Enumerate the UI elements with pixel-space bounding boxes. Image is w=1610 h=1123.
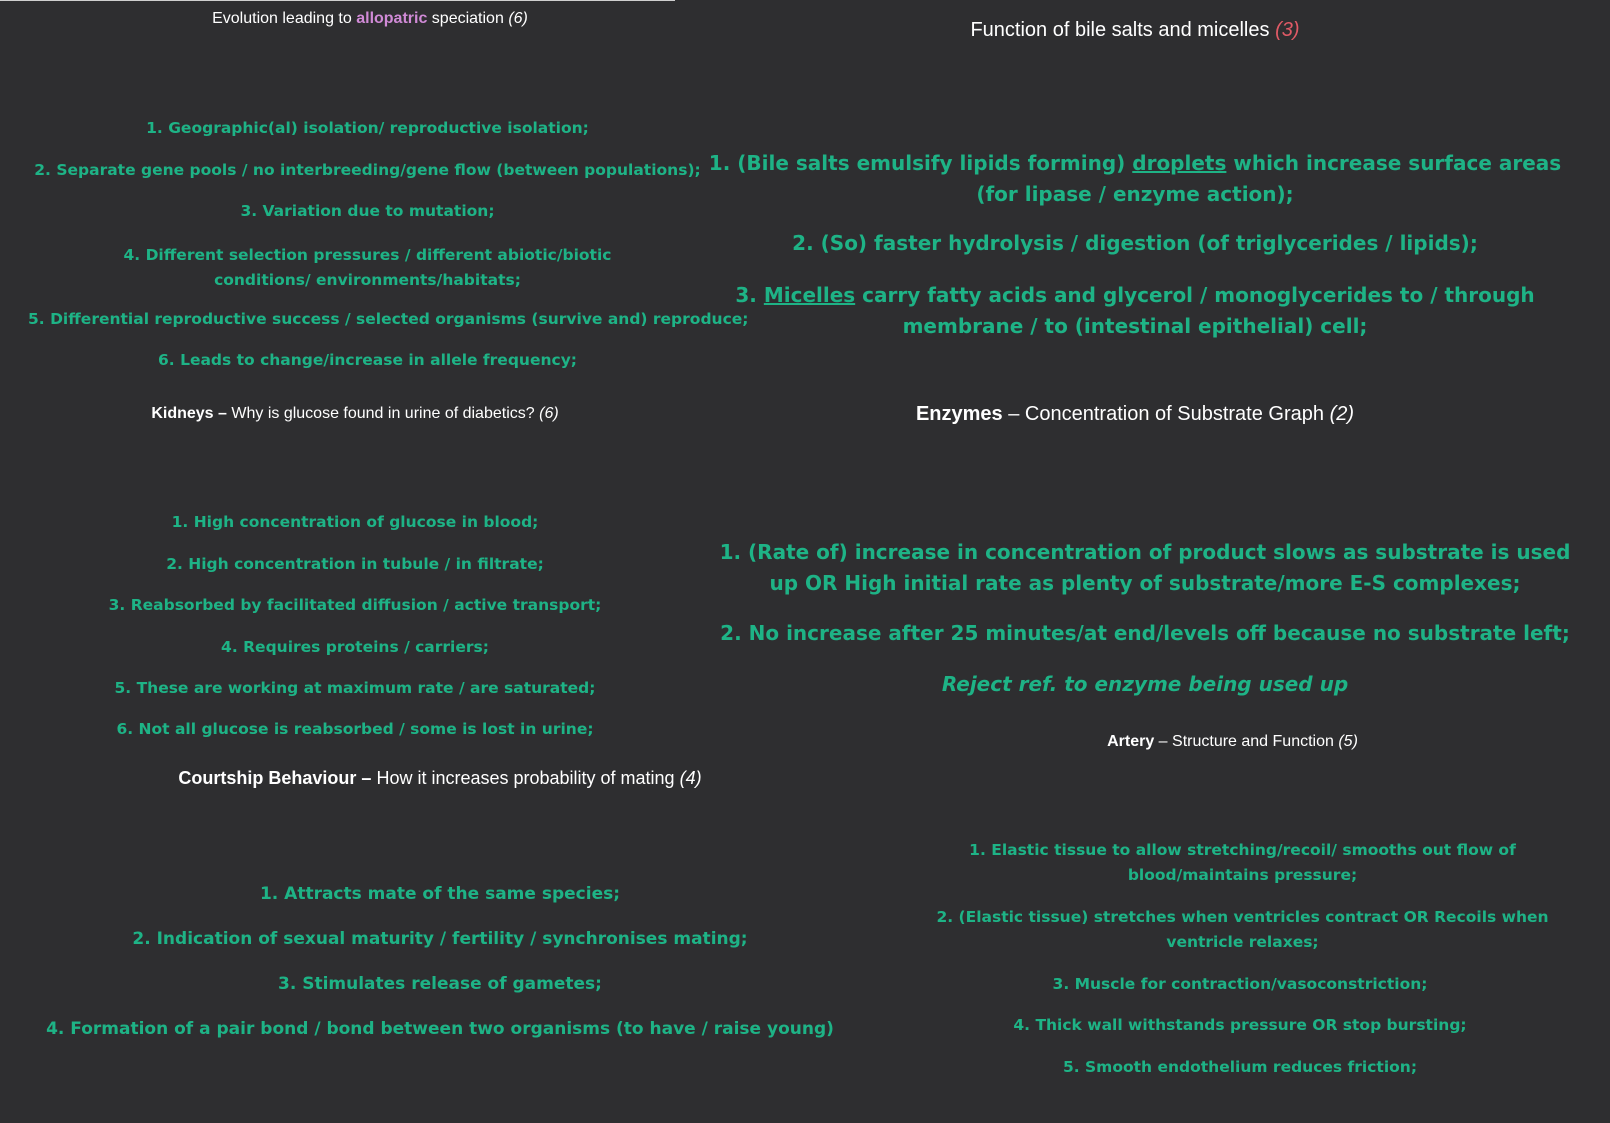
artery-point-3: 3. Muscle for contraction/vasoconstriction; <box>1052 975 1428 993</box>
courtship-point-4: 4. Formation of a pair bond / bond between two organisms (to have / raise young) <box>46 1019 834 1039</box>
artery-point-2: 2. (Elastic tissue) stretches when ventricles contract OR Recoils when ventricle relaxes; <box>936 908 1549 951</box>
courtship-title-rest: How it increases probability of mating <box>371 768 675 788</box>
enzymes-title <box>690 403 1580 426</box>
evolution-title <box>0 10 740 28</box>
kidneys-point-6: 6. Not all glucose is reabsorbed / some is lost in urine; <box>116 720 594 738</box>
artery-point-5: 5. Smooth endothelium reduces friction; <box>1062 1058 1418 1076</box>
evolution-point-4: 4. Different selection pressures / different abiotic/biotic conditions/ environments/habitats; <box>123 246 612 289</box>
courtship-point-1: 1. Attracts mate of the same species; <box>259 884 621 904</box>
enzymes-point-1: 1. (Rate of) increase in concentration of product slows as substrate is used up OR High initial rate as plenty of substrate/more E-S complexes; <box>719 540 1571 595</box>
bile-point-2: 2. (So) faster hydrolysis / digestion (of triglycerides / lipids); <box>792 231 1478 255</box>
kidneys-marks: (6) <box>539 405 559 422</box>
bile-point-1-underlined: droplets <box>1132 151 1227 175</box>
enzymes-marks: (2) <box>1329 403 1355 425</box>
evolution-point-5: 5. Differential reproductive success / selected organisms (survive and) reproduce; <box>28 310 749 328</box>
kidneys-title-rest: Why is glucose found in urine of diabetics? <box>226 405 535 422</box>
artery-marks: (5) <box>1338 733 1358 750</box>
enzymes-point-2: 2. No increase after 25 minutes/at end/levels off because no substrate left; <box>720 621 1570 645</box>
bile-point-3-underlined: Micelles <box>763 283 856 307</box>
kidneys-point-2: 2. High concentration in tubule / in filtrate; <box>166 555 544 573</box>
bile-point-3-pre: 3. <box>735 283 764 307</box>
enzymes-note: Reject ref. to enzyme being used up <box>941 672 1349 696</box>
courtship-title-bold: Courtship Behaviour – <box>178 768 372 788</box>
kidneys-title-bold: Kidneys – <box>151 405 227 422</box>
evolution-title-post: speciation <box>427 10 504 27</box>
bile-title <box>690 19 1580 42</box>
bile-point-3-post: carry fatty acids and glycerol / monoglycerides to / through membrane / to (intestinal epithelial) cell; <box>855 283 1535 338</box>
kidneys-title <box>0 405 710 423</box>
evolution-point-3: 3. Variation due to mutation; <box>240 202 495 220</box>
evolution-title-pre: Evolution leading to <box>212 10 357 27</box>
kidneys-point-3: 3. Reabsorbed by facilitated diffusion / active transport; <box>108 596 602 614</box>
artery-title <box>880 733 1585 751</box>
bile-point-3 <box>690 280 1580 342</box>
artery-title-bold: Artery <box>1107 733 1155 750</box>
enzymes-title-bold: Enzymes <box>915 403 1003 425</box>
bile-point-1-post: which increase surface areas (for lipase / enzyme action); <box>976 151 1562 206</box>
kidneys-point-4: 4. Requires proteins / carriers; <box>221 638 489 656</box>
evolution-point-2: 2. Separate gene pools / no interbreeding/gene flow (between populations); <box>34 161 701 179</box>
artery-point-1: 1. Elastic tissue to allow stretching/recoil/ smooths out flow of blood/maintains pressure; <box>969 841 1516 884</box>
courtship-marks: (4) <box>679 768 702 788</box>
evolution-point-6: 6. Leads to change/increase in allele frequency; <box>158 351 577 369</box>
kidneys-point-5: 5. These are working at maximum rate / are saturated; <box>114 679 596 697</box>
kidneys-point-1: 1. High concentration of glucose in blood; <box>171 513 539 531</box>
evolution-marks: (6) <box>508 10 528 27</box>
bile-point-1-pre: 1. (Bile salts emulsify lipids forming) <box>708 151 1133 175</box>
courtship-title <box>0 768 880 789</box>
bile-point-1 <box>690 148 1580 210</box>
courtship-point-3: 3. Stimulates release of gametes; <box>278 974 602 994</box>
evolution-section <box>0 0 749 380</box>
artery-title-rest: – Structure and Function <box>1154 733 1334 750</box>
courtship-point-2: 2. Indication of sexual maturity / fertility / synchronises mating; <box>132 929 748 949</box>
artery-point-4: 4. Thick wall withstands pressure OR stop bursting; <box>1013 1016 1467 1034</box>
evolution-point-1: 1. Geographic(al) isolation/ reproductive isolation; <box>146 119 589 137</box>
enzymes-title-rest: – Concentration of Substrate Graph <box>1002 403 1324 425</box>
bile-title-text: Function of bile salts and micelles <box>970 19 1270 41</box>
evolution-title-highlight: allopatric <box>356 10 428 27</box>
bile-marks: (3) <box>1275 19 1300 41</box>
